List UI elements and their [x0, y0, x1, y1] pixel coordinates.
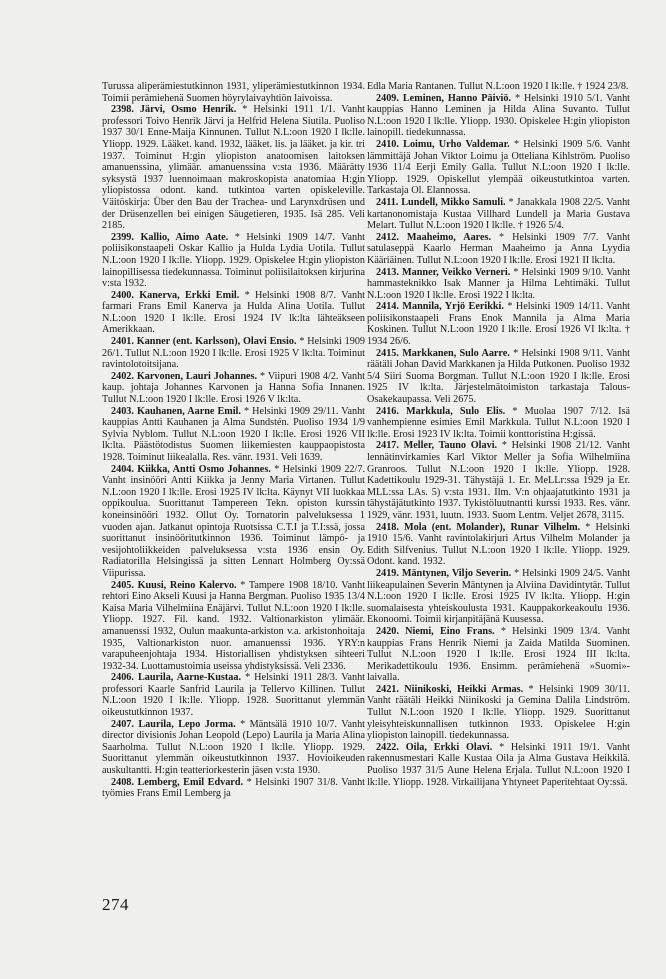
entry-person-name: Mäntynen, Viljo Severin. — [401, 567, 512, 579]
entry-text: * Helsinki 1909 13/4. Vanht kauppias Frans Henrik Niemi ja Zaida Matilda Suominen. Tullut N.L:oon 1920 I lk:lle. Erosi 1924 III lk:lta. Merikadettikoulu 1936. Ensimm. perämiehenä »Suomi»-laivalla. — [367, 625, 630, 684]
entry-number: 2399. — [111, 231, 134, 243]
entry-person-name: Mannila, Yrjö Eerikki. — [402, 301, 504, 313]
entry-person-name: Kuusi, Reino Kalervo. — [137, 579, 237, 591]
entry-person-name: Karvonen, Lauri Johannes. — [136, 370, 258, 382]
entry-number: 2412. — [376, 231, 399, 243]
entry-number: 2401. — [111, 336, 134, 348]
entry-text: Edla Maria Rantanen. Tullut N.L:oon 1920 I lk:lle. † 1924 23/8. — [367, 81, 629, 92]
right-column — [367, 81, 630, 871]
entry-person-name: Mola (ent. Molander), Runar Vilhelm. — [404, 521, 581, 533]
entry-person-name: Niinikoski, Heikki Armas. — [404, 683, 524, 695]
entry-person-name: Loimu, Urho Valdemar. — [403, 138, 510, 150]
biography-entry — [102, 371, 365, 406]
entry-number: 2402. — [111, 370, 134, 382]
entry-text: * Helsinki 1909 14/7. Vanht poliisikonstaapeli Oskar Kallio ja Hulda Lydia Uotila. Tullut N.L:oon 1920 I lk:lle. Yliopp. 1929. Opiskelee H:gin yliopiston lainopillisessa tiedekunnassa. Toiminut poliisilaitoksen kirjurina v:sta 1932. — [102, 231, 365, 290]
entry-number: 2409. — [376, 92, 399, 104]
entry-number: 2422. — [376, 741, 399, 753]
entry-person-name: Lundell, Mikko Samuli. — [401, 196, 506, 208]
entry-text: * Helsinki 1911 28/3. Vanht professori Kaarle Sanfrid Laurila ja Tellervo Killinen. Tullut N.L:oon 1920 I lk:lle. Yliopp. 1928. Suorittanut ylemmän oikeustutkinnon 1937. — [102, 672, 365, 719]
biography-entry — [102, 580, 365, 673]
entry-person-name: Kanner (ent. Karlsson), Olavi Ensio. — [136, 336, 297, 348]
biography-entry — [367, 139, 630, 197]
entry-text: Turussa aliperämiestutkinnon 1931, yliperämiestutkinnon 1934. Toimii perämiehenä Suomen höyrylaivayhtiön laivoissa. — [102, 81, 365, 104]
biography-entry — [102, 232, 365, 290]
entry-person-name: Kallio, Aimo Aate. — [140, 231, 229, 243]
biography-entry — [367, 522, 630, 568]
biography-entry — [367, 197, 630, 232]
entry-text: * Helsinki 1908 8/7. Vanht farmari Frans Emil Kanerva ja Hulda Alina Uotila. Tullut N.L:oon 1920 I lk:lle. Erosi 1924 IV lk:lta lähteäkseen Amerikkaan. — [102, 289, 365, 336]
entry-text: * Helsinki 1909 26/1. Tullut N.L:oon 1920 I lk:lle. Erosi 1925 V lk:lta. Toiminut ravintolotoitsijana. — [102, 336, 365, 371]
entry-text: * Helsinki 1911 19/1. Vanht rakennusmestari Kalle Kustaa Oila ja Alma Gustava Heikkilä. Puoliso 1937 31/5 Aune Helena Erjala. Tullut N.L:oon 1920 I lk:lle. Yliopp. 1928. Virkailijana Yhtyneet Paperitehtaat Oy:ssä. — [367, 741, 630, 788]
biography-entry — [367, 267, 630, 302]
entry-person-name: Maaheimo, Aares. — [406, 231, 492, 243]
entry-number: 2403. — [111, 405, 134, 417]
biography-entry — [102, 104, 365, 232]
entry-number: 2414. — [376, 301, 399, 313]
entry-person-name: Kiikka, Antti Osmo Johannes. — [137, 463, 271, 475]
entry-number: 2418. — [376, 521, 399, 533]
biography-entry — [367, 742, 630, 788]
biography-entry — [102, 464, 365, 580]
entry-person-name: Laurila, Aarne-Kustaa. — [137, 672, 242, 684]
entry-number: 2413. — [376, 266, 399, 278]
entry-person-name: Järvi, Osmo Henrik. — [139, 104, 237, 116]
entry-number: 2406. — [111, 672, 134, 684]
entry-person-name: Laurila, Lepo Jorma. — [138, 718, 236, 730]
entry-number: 2405. — [111, 579, 134, 591]
biography-entry — [367, 406, 630, 441]
biography-entry — [367, 348, 630, 406]
biography-entry — [367, 626, 630, 684]
entry-text: * Helsinki 1908 21/12. Vanht lennätinvirkamies Karl Viktor Meller ja Sofia Wilhelmiina Granroos. Tullut N.L:oon 1920 I lk:lle. Yliopp. 1928. Kadettikoulu 1929-31. Tähystäjä 1. Er. MeLLr:ssa 1929 ja Er. MLL:ssa LAs. 5) v:sta 1931. Ilm. V:n ohjaajatutkinto 1931 ja tähystäjätutkinto 1937. Tykistöluutnantti kurssi 1933. Res. vänr. 1929, vänr. 1931, luutn. 1933. Suom Lentm. Veljet 2678, 3115. — [367, 440, 630, 521]
left-column — [102, 81, 365, 871]
entry-text: * Helsinki 1909 22/7. Vanht insinööri Antti Kiikka ja Jenny Maria Virtanen. Tullut N.L:oon 1920 I lk:lle. Erosi 1925 IV lk:lta. Käynyt VII luokkaa oppikoulua. Suorittanut Tampereen Tekn. opiston kurssin koneinsinööri 1932. Ollut Oy. Tornatorin palveluksessa 1 vuoden ajan. Jatkanut opintoja Ruotsissa C.T.I ja T.I:ssä, jossa suorittanut insinööritutkinnon 1936. Toiminut lämpö- ja vesijohtoliikkeiden palveluksessa v:sta 1936 ensin Oy. Radiatorilla Helsingissä ja sitten Lennart Holmberg Oy:ssä Viipurissa. — [102, 463, 365, 579]
entry-text: * Helsinki 1909 14/11. Vanht poliisikonstaapeli Frans Enok Mannila ja Alma Maria Koskinen. Tullut N.L:oon 1920 I lk:lle. Erosi 1926 VI lk:lta. † 1934 26/6. — [367, 301, 630, 348]
entry-person-name: Markkanen, Sulo Aarre. — [402, 347, 510, 359]
entry-number: 2421. — [376, 683, 399, 695]
page-number: 274 — [102, 895, 129, 914]
entry-text: * Helsinki 1909 24/5. Vanht liikeapulainen Severin Mäntynen ja Alviina Davidintytär. Tullut N.L:oon 1920 I lk:lle. Erosi 1925 IV lk:lta. Yliopp. H:gin suomalaisesta yhteiskoulusta 1931. Kauppakorkeakoulu 1936. Ekonoomi. Toimii kirjanpitäjänä Kuusessa. — [367, 567, 630, 626]
entry-number: 2416. — [376, 405, 399, 417]
entry-person-name: Niemi, Eino Frans. — [405, 625, 495, 637]
entry-person-name: Oila, Erkki Olavi. — [405, 741, 493, 753]
entry-person-name: Lemberg, Emil Edvard. — [137, 776, 244, 788]
entry-text: * Viipuri 1908 4/2. Vanht kaup. johtaja Johannes Karvonen ja Hanna Sofia Innanen. Tullut N.L:oon 1920 I lk:lle. Erosi 1926 V lk:lta. — [102, 370, 365, 406]
entry-text: * Helsinki 1908 9/11. Vanht räätäli Johan David Markkanen ja Hilda Putkonen. Puoliso 1932 5/4 Siiri Suoma Borgman. Tullut N.L:oon 1920 I lk:lle. Erosi 1925 IV lk:lta. Järjestelmätoimiston tarkastaja Talous-Osakekaupassa. Veli 2675. — [367, 347, 630, 406]
biography-entry — [367, 93, 630, 139]
entry-number: 2398. — [111, 104, 134, 116]
entry-number: 2417. — [376, 440, 399, 452]
entry-number: 2408. — [111, 776, 134, 788]
entry-text: * Helsinki 1907 31/8. Vanht työmies Frans Emil Lemberg ja — [102, 776, 365, 800]
entry-number: 2404. — [111, 463, 134, 475]
entry-text: * Helsinki 1909 29/11. Vanht kauppias Antti Kauhanen ja Alma Sundstén. Puoliso 1934 1/9 Sylvia Nyblom. Tullut N.L:oon 1920 I lk:lle. Erosi 1926 VII lk:lta. Päästötodistus Suomen liikemiesten kauppaopistosta 1928. Toiminut liikealalla. Res. vänr. 1931. Veli 1639. — [102, 405, 365, 463]
entry-text: * Tampere 1908 18/10. Vanht rehtori Eino Akseli Kuusi ja Hanna Bergman. Puoliso 1935 13/4 Kaisa Maria Vilhelmiina Enäjärvi. Tullut N.L:oon 1920 I lk:lle. Yliopp. 1927. Fil. kand. 1932. Valtionarkiston ylimäär. amanuenssi 1932, Oulun maakunta-arkiston v.a. arkistonhoitaja 1935, Valtionarkiston nuor. amanuenssi 1936. YRY:n varapuheenjohtaja 1934. Historiallisen yhdistyksen sihteeri 1932-34. Luottamustoimia useissa yhdistyksissä. Veli 2336. — [102, 579, 365, 672]
entry-text: * Helsinki 1910 5/1. Vanht kauppias Hanno Leminen ja Hilda Alina Suvanto. Tullut N.L:oon 1920 I lk:lle. Yliopp. 1930. Opiskelee H:gin yliopiston lainopill. tiedekunnassa. — [367, 92, 630, 139]
entry-text: * Helsinki 1909 5/6. Vanht lämmittäjä Johan Viktor Loimu ja Otteliana Kihlström. Puoliso 1936 11/4 Eerji Emily Galla. Tullut N.L:oon 1920 I lk:lle. Yliopp. 1929. Opiskellut ylempää oikeustutkintoa varten. Tarkastaja Ol. Elannossa. — [367, 138, 630, 197]
entry-number: 2410. — [376, 138, 399, 150]
entry-person-name: Meller, Tauno Olavi. — [403, 440, 498, 452]
continued-entry — [102, 81, 365, 104]
biography-entry — [102, 672, 365, 718]
entry-text: * Janakkala 1908 22/5. Vanht kartanonomistaja Kustaa Villhard Lundell ja Maria Gustava Melart. Tullut N.L:oon 1920 I lk:lle. † 1926 5/4. — [367, 196, 630, 232]
entry-person-name: Manner, Veikko Verneri. — [402, 266, 511, 278]
entry-person-name: Kauhanen, Aarne Emil. — [136, 405, 241, 417]
biography-entry — [102, 406, 365, 464]
entry-number: 2407. — [111, 718, 134, 730]
biography-entry — [367, 232, 630, 267]
entry-number: 2415. — [376, 347, 399, 359]
entry-person-name: Leminen, Hanno Päiviö. — [402, 92, 512, 104]
entry-text: * Mäntsälä 1910 10/7. Vanht director divisionis Johan Leopold (Lepo) Laurila ja Maria Alina Saarholma. Tullut N.L:oon 1920 I lk:lle. Yliopp. 1929. Suorittanut ylemmän oikeustutkinnon 1937. Hovioikeuden auskultantti. H:gin teatteriorkesterin jäsen v:sta 1930. — [102, 718, 365, 777]
biography-entry — [102, 719, 365, 777]
entry-number: 2419. — [376, 567, 399, 579]
entry-person-name: Markkula, Sulo Elis. — [406, 405, 506, 417]
entry-text: * Muolaa 1907 7/12. Isä vanhempienne esimies Emil Markkula. Tullut N.L:oon 1920 I lk:lle. Erosi 1923 IV lk:lta. Toimii konttoristina H:gissä. — [367, 405, 630, 440]
biography-entry — [102, 336, 365, 371]
entry-person-name: Kanerva, Erkki Emil. — [139, 289, 240, 301]
entry-text: * Helsinki 1909 9/10. Vanht hammasteknikko Isak Manner ja Hilma Lehtimäki. Tullut N.L:oon 1920 I lk:lle. Erosi 1922 I lk:lta. — [367, 266, 630, 301]
biography-entry — [102, 777, 365, 800]
biography-entry — [367, 301, 630, 347]
biography-entry — [367, 568, 630, 626]
entry-text: * Helsinki 1909 7/7. Vanht satulaseppä Kaarlo Herman Maaheimo ja Anna Lyydia Kääriäinen. Tullut N.L:oon 1920 I lk:lle. Erosi 1921 II lk:lta. — [367, 231, 630, 266]
continued-entry — [367, 81, 630, 93]
entry-text: * Helsinki 1909 30/11. Vanht räätäli Heikki Niinikoski ja Gemina Dalila Lindström. Tullut N.L:oon 1920 I lk:lle. Yliopp. 1929. Suorittanut yleisyhteiskunnallisen tutkinnon 1933. Opiskelee H:gin yliopiston lainopill. tiedekunnassa. — [367, 683, 630, 742]
biography-entry — [102, 290, 365, 336]
entry-number: 2411. — [376, 196, 399, 208]
entry-text: * Helsinki 1910 15/6. Vanht ravintolakirjuri Artus Vilhelm Molander ja Edith Silfvenius. Tullut N.L:oon 1920 I lk:lle. Yliopp. 1929. Odont. kand. 1932. — [367, 521, 630, 568]
entry-number: 2420. — [376, 625, 399, 637]
biography-entry — [367, 684, 630, 742]
entry-number: 2400. — [111, 289, 134, 301]
biography-entry — [367, 440, 630, 521]
entry-text: * Helsinki 1911 1/1. Vanht professori Toivo Henrik Järvi ja Helfrid Helena Siutila. Puoliso 1937 30/1 Enne-Maija Kinnunen. Tullut N.L:oon 1920 I lk:lle. Yliopp. 1929. Lääket. kand. 1932, lääket. lis. ja lääket. ja kir. tri 1937. Toiminut H:gin yliopiston anatoomisen laitoksen amanuenssina, ylimäär. amanuenssina v:sta 1936. Määrätty syksystä 1937 luennoimaan makroskopista anatomiaa H:gin yliopistossa odont. kand. tutkintoa varten opiskeleville. Väitöskirja: Über den Bau der Trachea- und Larynxdrüsen und der Drüsenzellen bei einigen Säugetieren, 1935. Isä 285. Veli 2185. — [102, 104, 365, 232]
